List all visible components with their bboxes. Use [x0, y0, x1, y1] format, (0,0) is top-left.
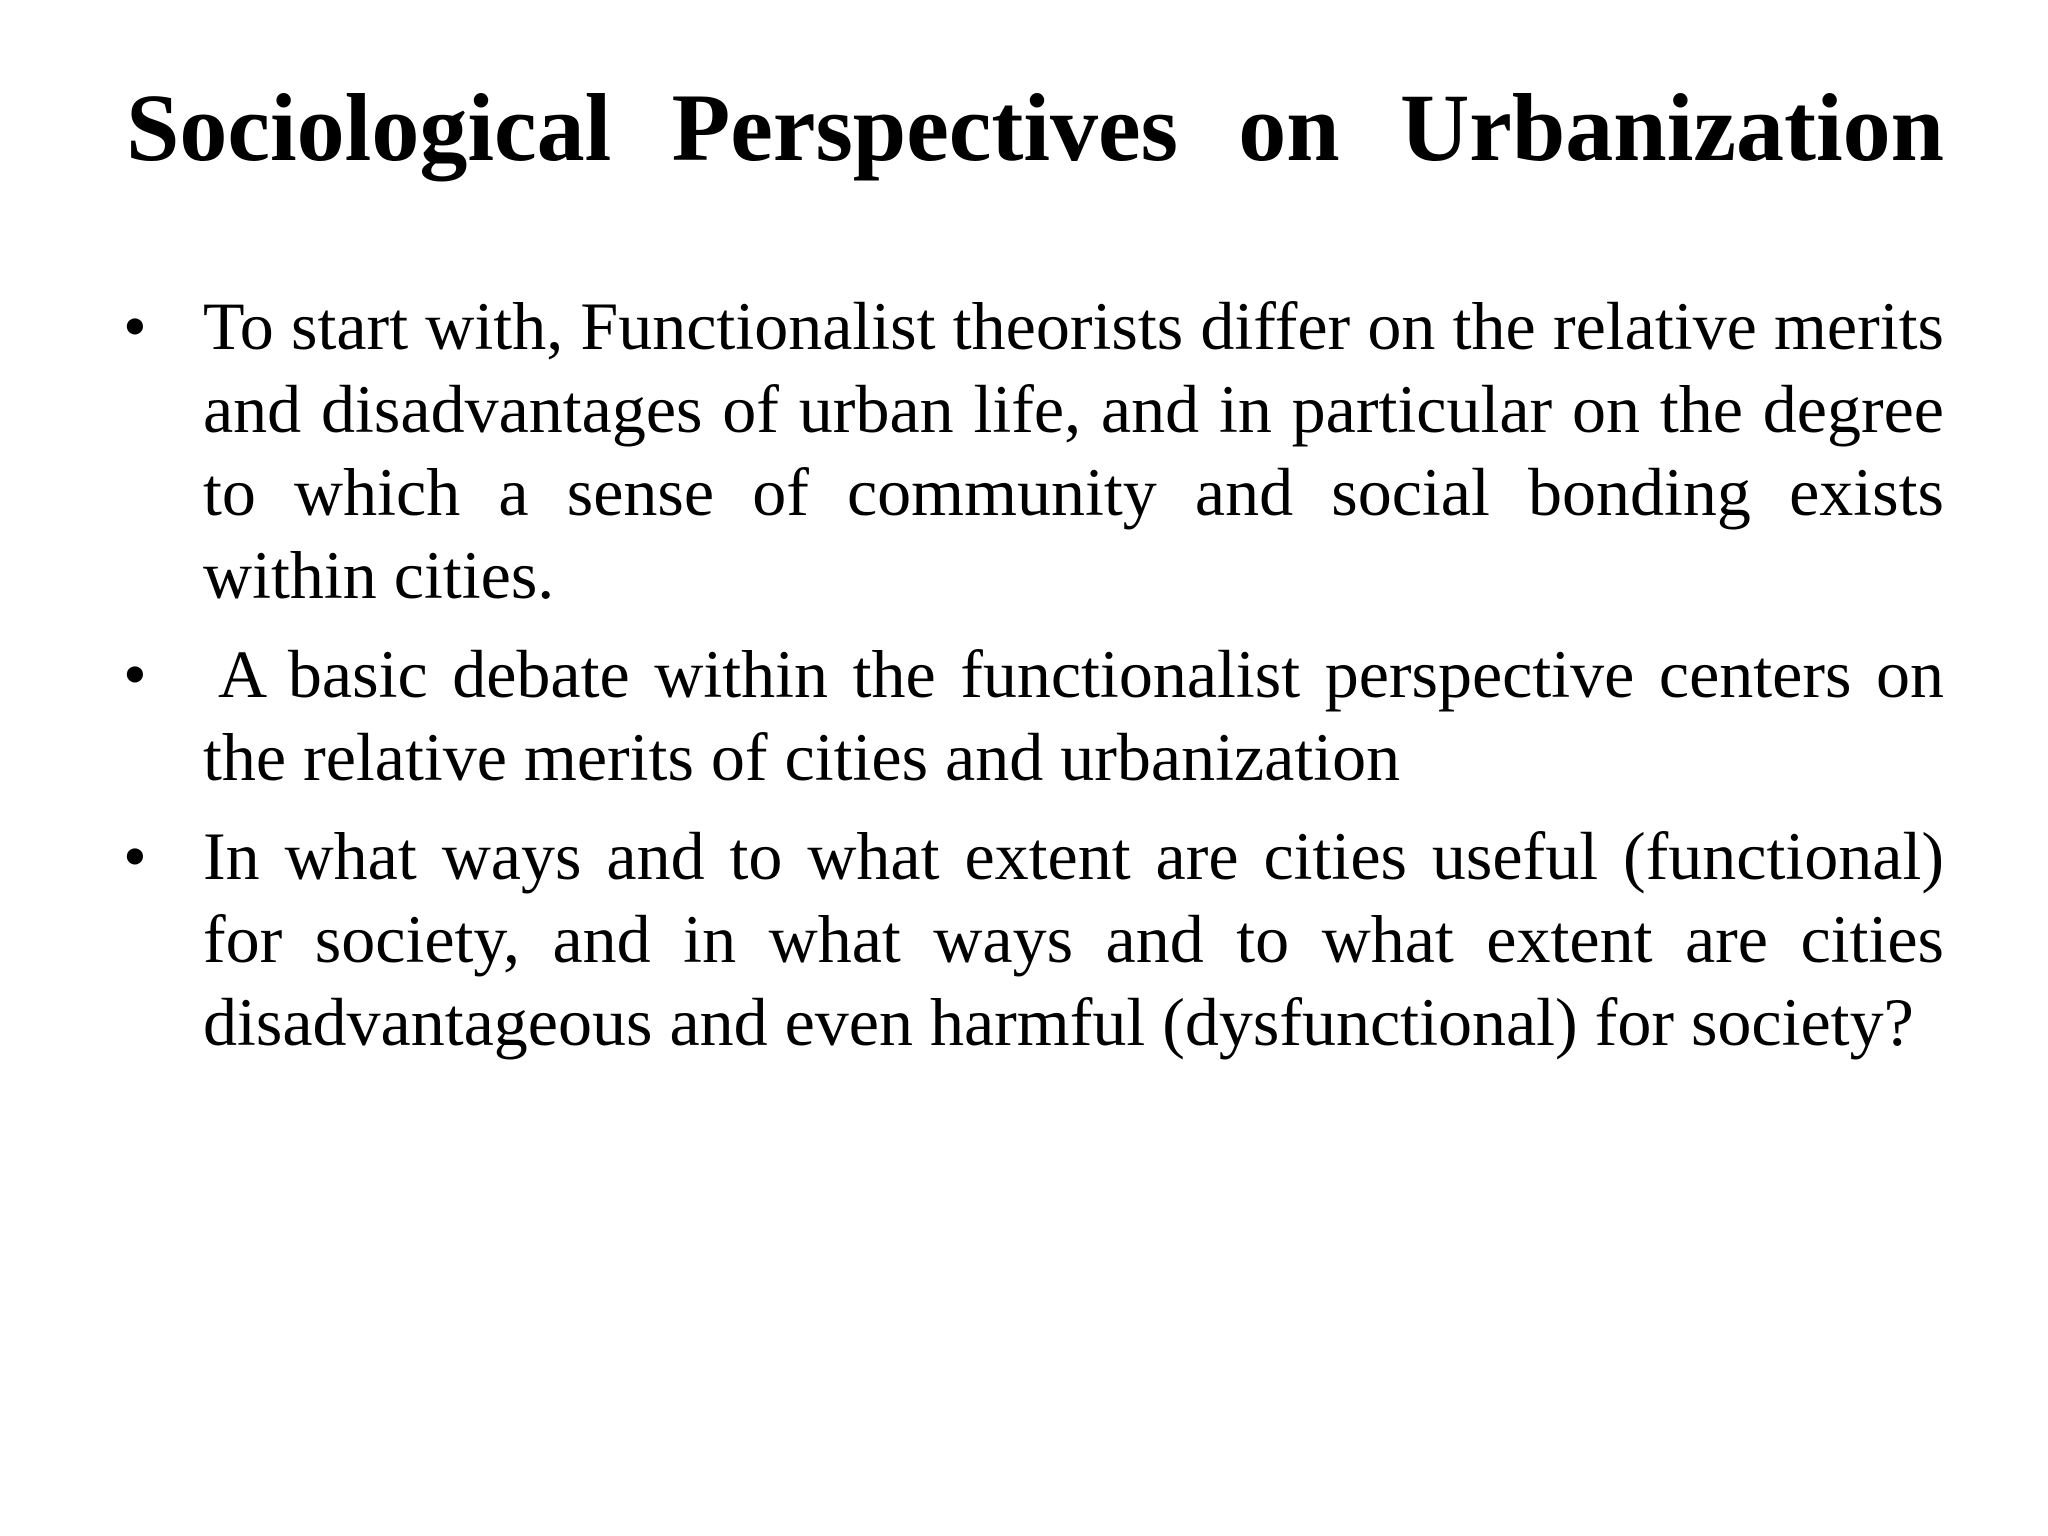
- bullet-item-1: [0, 285, 2048, 617]
- slide-title: Sociological Perspectives on Urbanization: [126, 74, 1944, 181]
- bullet-text-3: In what ways and to what extent are cities useful (functional) for society, and in what ways and to what extent are cities disadvantageous and even harmful (dysfunctional) for society?: [203, 818, 1944, 1060]
- bullet-text-1: To start with, Functionalist theorists differ on the relative merits and disadvantages of urban life, and in particular on the degree to which a sense of community and social bonding exists within cities.: [203, 288, 1944, 613]
- bullet-list: [0, 285, 2048, 1080]
- bullet-item-3: [0, 815, 2048, 1064]
- bullet-point-icon: •: [123, 818, 147, 894]
- bullet-text-2: A basic debate within the functionalist perspective centers on the relative merits of cities and urbanization: [203, 636, 1944, 795]
- bullet-point-icon: •: [123, 636, 147, 712]
- bullet-item-2: [0, 633, 2048, 799]
- bullet-point-icon: •: [123, 288, 147, 364]
